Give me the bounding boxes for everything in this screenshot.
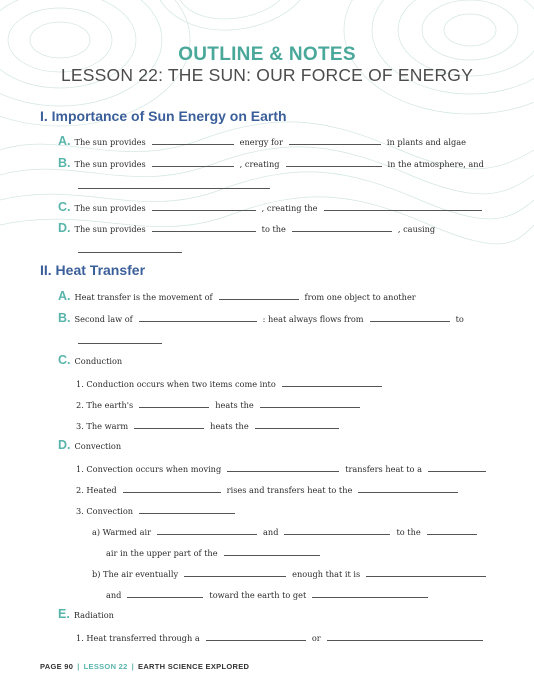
- item-text: 1. Conduction occurs when two items come into: [76, 379, 276, 389]
- item-letter: B.: [58, 311, 71, 325]
- answer-blank[interactable]: [206, 632, 306, 641]
- item-text: energy for: [239, 137, 283, 147]
- item-text: toward the earth to get: [209, 590, 307, 600]
- item-text: Second law of: [74, 314, 133, 324]
- answer-blank[interactable]: [286, 158, 382, 167]
- item-text: , creating the: [261, 203, 318, 213]
- item-text: to the: [396, 527, 421, 537]
- item-letter: C.: [58, 200, 71, 214]
- item-2b: [58, 309, 464, 327]
- answer-blank[interactable]: [284, 526, 390, 535]
- item-label: Conduction: [74, 356, 123, 366]
- item-2d-3a-continuation: [106, 543, 322, 561]
- answer-blank[interactable]: [327, 632, 483, 641]
- answer-blank[interactable]: [370, 313, 450, 322]
- item-text: from one object to another: [304, 292, 416, 302]
- answer-blank[interactable]: [255, 420, 339, 429]
- item-1c: [58, 198, 484, 216]
- item-letter: A.: [58, 134, 71, 148]
- item-2d-3b-continuation: [106, 585, 430, 603]
- item-text: 2. The earth's: [76, 400, 134, 410]
- answer-blank[interactable]: [224, 547, 320, 556]
- answer-blank[interactable]: [289, 136, 381, 145]
- item-text: to the: [261, 224, 286, 234]
- answer-blank[interactable]: [78, 244, 182, 253]
- answer-blank[interactable]: [78, 180, 270, 189]
- answer-blank[interactable]: [366, 568, 486, 577]
- item-letter: E.: [58, 607, 70, 621]
- answer-blank[interactable]: [152, 136, 234, 145]
- answer-blank[interactable]: [184, 568, 286, 577]
- item-label: Convection: [74, 441, 122, 451]
- item-1a: [58, 132, 466, 150]
- footer-separator: |: [77, 662, 80, 671]
- answer-blank[interactable]: [127, 589, 203, 598]
- footer-book-title: EARTH SCIENCE EXPLORED: [138, 662, 250, 671]
- item-2c-3: [76, 416, 341, 434]
- item-text: rises and transfers heat to the: [226, 485, 353, 495]
- answer-blank[interactable]: [358, 484, 458, 493]
- page-number: PAGE 90: [40, 662, 74, 671]
- item-text: 3. Convection: [76, 506, 134, 516]
- item-1d: [58, 219, 435, 237]
- item-text: : heat always flows from: [262, 314, 364, 324]
- item-text: heats the: [210, 421, 249, 431]
- item-text: heats the: [215, 400, 254, 410]
- answer-blank[interactable]: [139, 313, 257, 322]
- item-text: in the atmosphere, and: [387, 159, 484, 169]
- answer-blank[interactable]: [152, 158, 234, 167]
- item-text: The sun provides: [74, 137, 146, 147]
- item-text: and: [106, 590, 122, 600]
- item-text: to: [455, 314, 464, 324]
- item-text: a) Warmed air: [92, 527, 152, 537]
- answer-blank[interactable]: [219, 291, 299, 300]
- answer-blank[interactable]: [152, 223, 256, 232]
- item-letter: A.: [58, 289, 71, 303]
- item-text: The sun provides: [74, 203, 146, 213]
- item-text: in plants and algae: [386, 137, 466, 147]
- answer-blank[interactable]: [139, 505, 235, 514]
- page-footer: [40, 662, 249, 671]
- answer-blank[interactable]: [139, 399, 209, 408]
- item-text: or: [311, 633, 321, 643]
- item-text: Heat transfer is the movement of: [74, 292, 213, 302]
- item-letter: C.: [58, 353, 71, 367]
- item-text: The sun provides: [74, 224, 146, 234]
- item-2c: [58, 351, 122, 369]
- item-1b-continuation: [78, 176, 270, 194]
- item-2e: [58, 605, 114, 623]
- item-text: 1. Heat transferred through a: [76, 633, 200, 643]
- item-2c-2: [76, 395, 362, 413]
- item-text: , creating: [239, 159, 280, 169]
- answer-blank[interactable]: [312, 589, 428, 598]
- section-heading-1: I. Importance of Sun Energy on Earth: [40, 108, 287, 124]
- item-1d-continuation: [78, 240, 182, 258]
- answer-blank[interactable]: [157, 526, 257, 535]
- item-text: transfers heat to a: [345, 464, 422, 474]
- item-2d-3b: [92, 564, 488, 582]
- item-text: enough that it is: [292, 569, 361, 579]
- item-2d-3a: [92, 522, 479, 540]
- item-2d-1: [76, 459, 488, 477]
- item-2a: [58, 287, 416, 305]
- answer-blank[interactable]: [324, 202, 482, 211]
- answer-blank[interactable]: [152, 202, 256, 211]
- item-label: Radiation: [73, 610, 114, 620]
- item-text: 2. Heated: [76, 485, 117, 495]
- item-text: 1. Convection occurs when moving: [76, 464, 222, 474]
- page-title: OUTLINE & NOTES: [178, 44, 356, 65]
- item-text: b) The air eventually: [92, 569, 179, 579]
- lesson-title: LESSON 22: THE SUN: OUR FORCE OF ENERGY: [60, 65, 473, 85]
- footer-separator: |: [131, 662, 135, 671]
- section-heading-2: II. Heat Transfer: [40, 262, 146, 278]
- item-text: air in the upper part of the: [106, 548, 218, 558]
- answer-blank[interactable]: [428, 463, 486, 472]
- item-text: The sun provides: [74, 159, 146, 169]
- answer-blank[interactable]: [292, 223, 392, 232]
- item-letter: B.: [58, 156, 71, 170]
- answer-blank[interactable]: [427, 526, 477, 535]
- item-text: 3. The warm: [76, 421, 129, 431]
- item-2d-3: [76, 501, 237, 519]
- footer-lesson: LESSON 22: [83, 662, 128, 671]
- item-2c-1: [76, 374, 384, 392]
- answer-blank[interactable]: [227, 463, 339, 472]
- answer-blank[interactable]: [123, 484, 221, 493]
- item-text: , causing: [397, 224, 436, 234]
- answer-blank[interactable]: [134, 420, 204, 429]
- item-text: and: [263, 527, 279, 537]
- answer-blank[interactable]: [282, 378, 382, 387]
- item-1b: [58, 154, 484, 172]
- answer-blank[interactable]: [260, 399, 360, 408]
- item-2e-1: [76, 628, 485, 646]
- item-letter: D.: [58, 221, 71, 235]
- item-letter: D.: [58, 438, 71, 452]
- answer-blank[interactable]: [78, 335, 162, 344]
- item-2d: [58, 436, 121, 454]
- item-2d-2: [76, 480, 460, 498]
- item-2b-continuation: [78, 331, 162, 349]
